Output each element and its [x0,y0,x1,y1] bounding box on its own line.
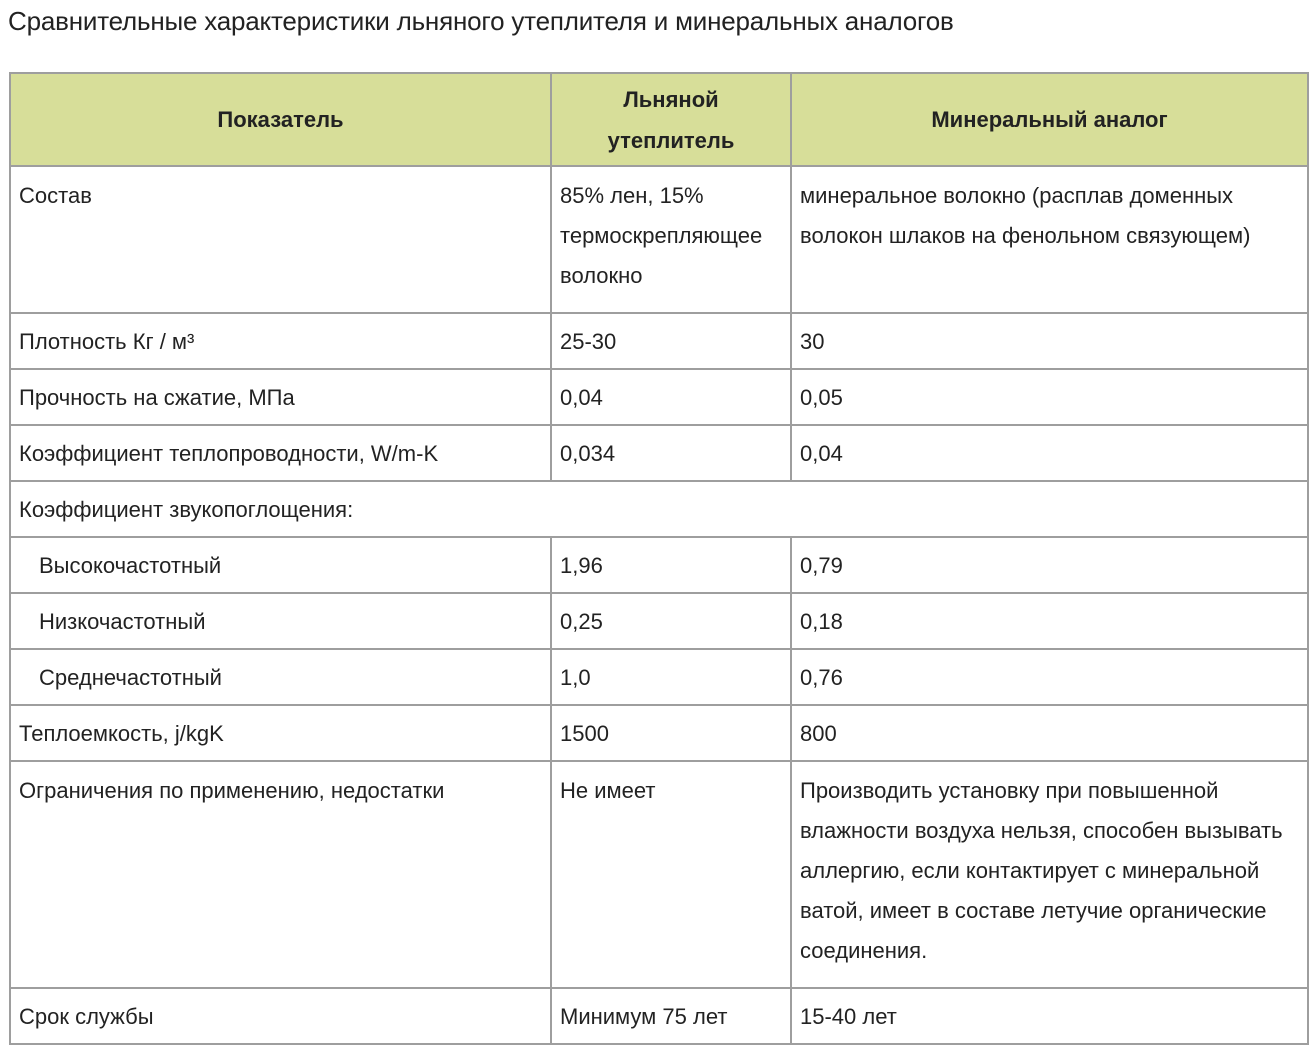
mineral-value: 0,79 [791,537,1308,593]
mineral-value: 0,04 [791,425,1308,481]
flax-value: Не имеет [551,761,791,988]
flax-value: 0,04 [551,369,791,425]
flax-value: 1500 [551,705,791,761]
table-row [10,761,1308,988]
flax-value: 0,25 [551,593,791,649]
mineral-value: 15-40 лет [791,988,1308,1044]
mineral-value: 0,76 [791,649,1308,705]
table-row [10,988,1308,1044]
table-section-row [10,481,1308,537]
row-label: Теплоемкость, j/kgK [10,705,551,761]
row-label: Среднечастотный [10,649,551,705]
flax-value: 0,034 [551,425,791,481]
header-indicator: Показатель [10,73,551,166]
row-label: Плотность Кг / м³ [10,313,551,369]
mineral-value: 0,05 [791,369,1308,425]
flax-value: Минимум 75 лет [551,988,791,1044]
mineral-value: минеральное волокно (расплав доменных волокон шлаков на фенольном связующем) [791,166,1308,313]
table-row [10,313,1308,369]
flax-value: 85% лен, 15% термоскрепляющее волокно [551,166,791,313]
table-header-row [10,73,1308,166]
mineral-value: 30 [791,313,1308,369]
row-label: Высокочастотный [10,537,551,593]
page-title: Сравнительные характеристики льняного утеплителя и минеральных аналогов [8,6,954,36]
comparison-table [9,72,1309,1045]
flax-value: 25-30 [551,313,791,369]
row-label: Низкочастотный [10,593,551,649]
mineral-value: 0,18 [791,593,1308,649]
table-row [10,593,1308,649]
mineral-value: Производить установку при повышенной влажности воздуха нельзя, способен вызывать аллергию, если контактирует с минеральной ватой, имеет в составе летучие органические соединения. [791,761,1308,988]
row-label: Срок службы [10,988,551,1044]
table-row [10,425,1308,481]
flax-value: 1,0 [551,649,791,705]
header-mineral: Минеральный аналог [791,73,1308,166]
row-label: Коэффициент теплопроводности, W/m-K [10,425,551,481]
table-row [10,705,1308,761]
table-row [10,649,1308,705]
header-flax: Льняной утеплитель [551,73,791,166]
row-label: Ограничения по применению, недостатки [10,761,551,988]
row-label: Состав [10,166,551,313]
table-row [10,369,1308,425]
mineral-value: 800 [791,705,1308,761]
row-label: Прочность на сжатие, МПа [10,369,551,425]
table-row [10,537,1308,593]
flax-value: 1,96 [551,537,791,593]
section-label: Коэффициент звукопоглощения: [10,481,1308,537]
table-row [10,166,1308,313]
